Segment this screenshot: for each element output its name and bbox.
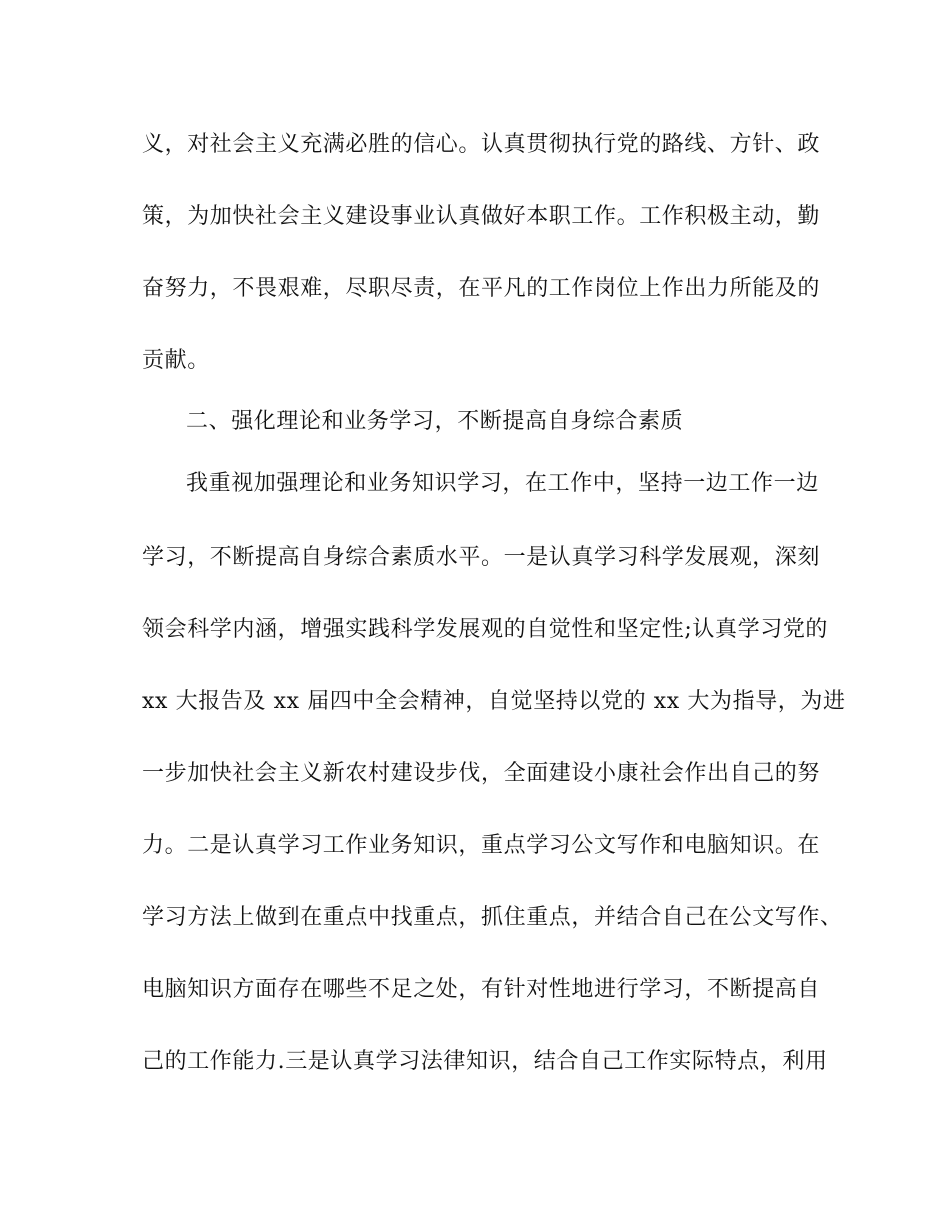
text-line: 电脑知识方面存在哪些不足之处，有针对性地进行学习，不断提高自 bbox=[142, 977, 821, 1002]
text-line: 学习方法上做到在重点中找重点，抓住重点，并结合自己在公文写作、 bbox=[142, 905, 843, 930]
text-line: 己的工作能力.三是认真学习法律知识，结合自己工作实际特点，利用 bbox=[142, 1049, 828, 1074]
text-line: xx 大报告及 xx 届四中全会精神，自觉坚持以党的 xx 大为指导，为进 bbox=[142, 689, 846, 714]
text-line: 策，为加快社会主义建设事业认真做好本职工作。工作积极主动，勤 bbox=[142, 204, 821, 229]
text-line: 学习，不断提高自身综合素质水平。一是认真学习科学发展观，深刻 bbox=[142, 545, 821, 570]
text-line: 我重视加强理论和业务知识学习，在工作中，坚持一边工作一边 bbox=[186, 471, 819, 496]
text-line: 领会科学内涵，增强实践科学发展观的自觉性和坚定性;认真学习党的 bbox=[142, 617, 829, 642]
text-line: 奋努力，不畏艰难，尽职尽责，在平凡的工作岗位上作出力所能及的 bbox=[142, 276, 821, 301]
text-line: 力。二是认真学习工作业务知识，重点学习公文写作和电脑知识。在 bbox=[142, 833, 821, 858]
text-line: 一步加快社会主义新农村建设步伐，全面建设小康社会作出自己的努 bbox=[142, 761, 821, 786]
section-heading: 二、强化理论和业务学习，不断提高自身综合素质 bbox=[186, 409, 684, 434]
text-line: 贡献。 bbox=[142, 348, 210, 373]
text-line: 义，对社会主义充满必胜的信心。认真贯彻执行党的路线、方针、政 bbox=[142, 132, 821, 157]
